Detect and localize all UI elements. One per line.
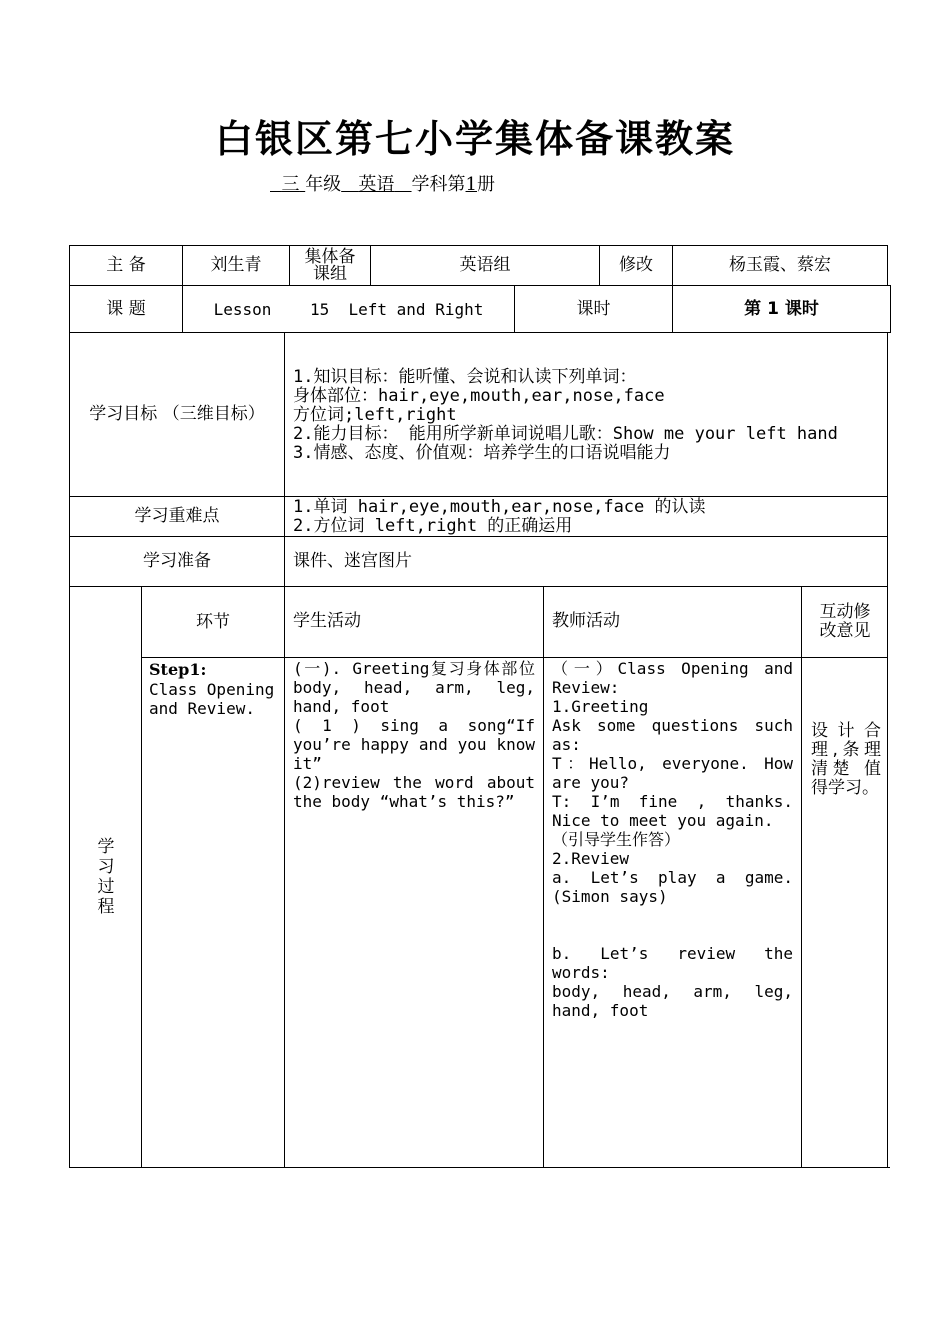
header-student: 学生活动 — [293, 611, 361, 631]
goal-line: 3.情感、态度、价值观：培养学生的口语说唱能力 — [293, 443, 671, 463]
student-line: (2)review the word about the body “what’s this?” — [293, 773, 535, 811]
teacher-activities — [552, 659, 793, 1020]
goal-line: 身体部位：hair,eye,mouth,ear,nose,face — [293, 386, 665, 406]
label-keypoints: 学习重难点 — [134, 506, 220, 526]
teacher-spacer — [552, 906, 793, 944]
header-comment: 互动修改意见 — [819, 602, 871, 641]
volume: 1 — [465, 174, 477, 195]
label-main-preparer: 主 备 — [106, 255, 146, 275]
student-line: ( 1 ) sing a song“If you’re happy and you know it” — [293, 716, 535, 773]
goals-content — [293, 368, 883, 463]
teacher-line: 2.Review — [552, 849, 630, 868]
keypoint-line: 2.方位词 left,right 的正确运用 — [293, 516, 573, 536]
header-teacher: 教师活动 — [552, 611, 620, 631]
teacher-line: T: I’m fine , thanks. Nice to meet you again. — [552, 792, 793, 830]
student-line: (一). Greeting复习身体部位 body, head, arm, leg, hand, foot — [293, 659, 535, 716]
student-activities — [293, 659, 535, 811]
subject-suffix: 学科第 — [411, 174, 466, 195]
subject: 英语 — [358, 174, 395, 195]
main-preparer: 刘生青 — [210, 255, 262, 275]
goal-line: 1.知识目标：能听懂、会说和认读下列单词： — [293, 367, 637, 387]
teacher-line: （一）Class Opening and Review: — [552, 659, 793, 697]
revisers: 杨玉霞、蔡宏 — [729, 255, 831, 275]
topic: Lesson 15 Left and Right — [213, 299, 484, 319]
period: 第 1 课时 — [744, 298, 819, 319]
label-topic: 课 题 — [106, 298, 146, 319]
group-name: 英语组 — [459, 255, 511, 275]
teacher-line: （引导学生作答） — [552, 830, 681, 849]
step-title: Step1: — [149, 660, 207, 679]
goal-line: 2.能力目标： 能用所学新单词说唱儿歌：Show me your left hand — [293, 424, 838, 444]
page-title: 白银区第七小学集体备课教案 — [214, 116, 735, 161]
goal-line: 方位词;left,right — [293, 405, 457, 425]
header-step: 环节 — [196, 611, 230, 632]
label-goals: 学习目标 （三维目标） — [89, 404, 265, 424]
label-group-line1: 集体备 — [304, 246, 356, 267]
prep-value: 课件、迷宫图片 — [293, 551, 412, 571]
teacher-line: 1.Greeting — [552, 697, 649, 716]
label-group-line2: 课组 — [313, 263, 347, 284]
grade: 三 — [281, 174, 300, 195]
label-group — [290, 246, 370, 285]
teacher-line: b. Let’s review the words: — [552, 944, 793, 982]
review-comment: 设计合理,条理清楚 值得学习。 — [811, 721, 881, 798]
subtitle — [270, 170, 495, 196]
grade-suffix: 年级 — [305, 174, 342, 195]
teacher-line: body, head, arm, leg, hand, foot — [552, 982, 793, 1020]
teacher-line: T：Hello, everyone. How are you? — [552, 754, 793, 792]
label-prep: 学习准备 — [143, 551, 211, 571]
label-process: 学习过程 — [97, 837, 115, 917]
step-desc: Class Opening and Review. — [149, 680, 275, 718]
teacher-line: a. Let’s play a game.(Simon says) — [552, 868, 793, 906]
label-period: 课时 — [576, 298, 611, 319]
volume-suffix: 册 — [476, 174, 495, 195]
keypoint-line: 1.单词 hair,eye,mouth,ear,nose,face 的认读 — [293, 497, 706, 517]
keypoints-content — [293, 498, 883, 536]
teacher-line: Ask some questions such as: — [552, 716, 793, 754]
label-revise: 修改 — [619, 255, 653, 275]
